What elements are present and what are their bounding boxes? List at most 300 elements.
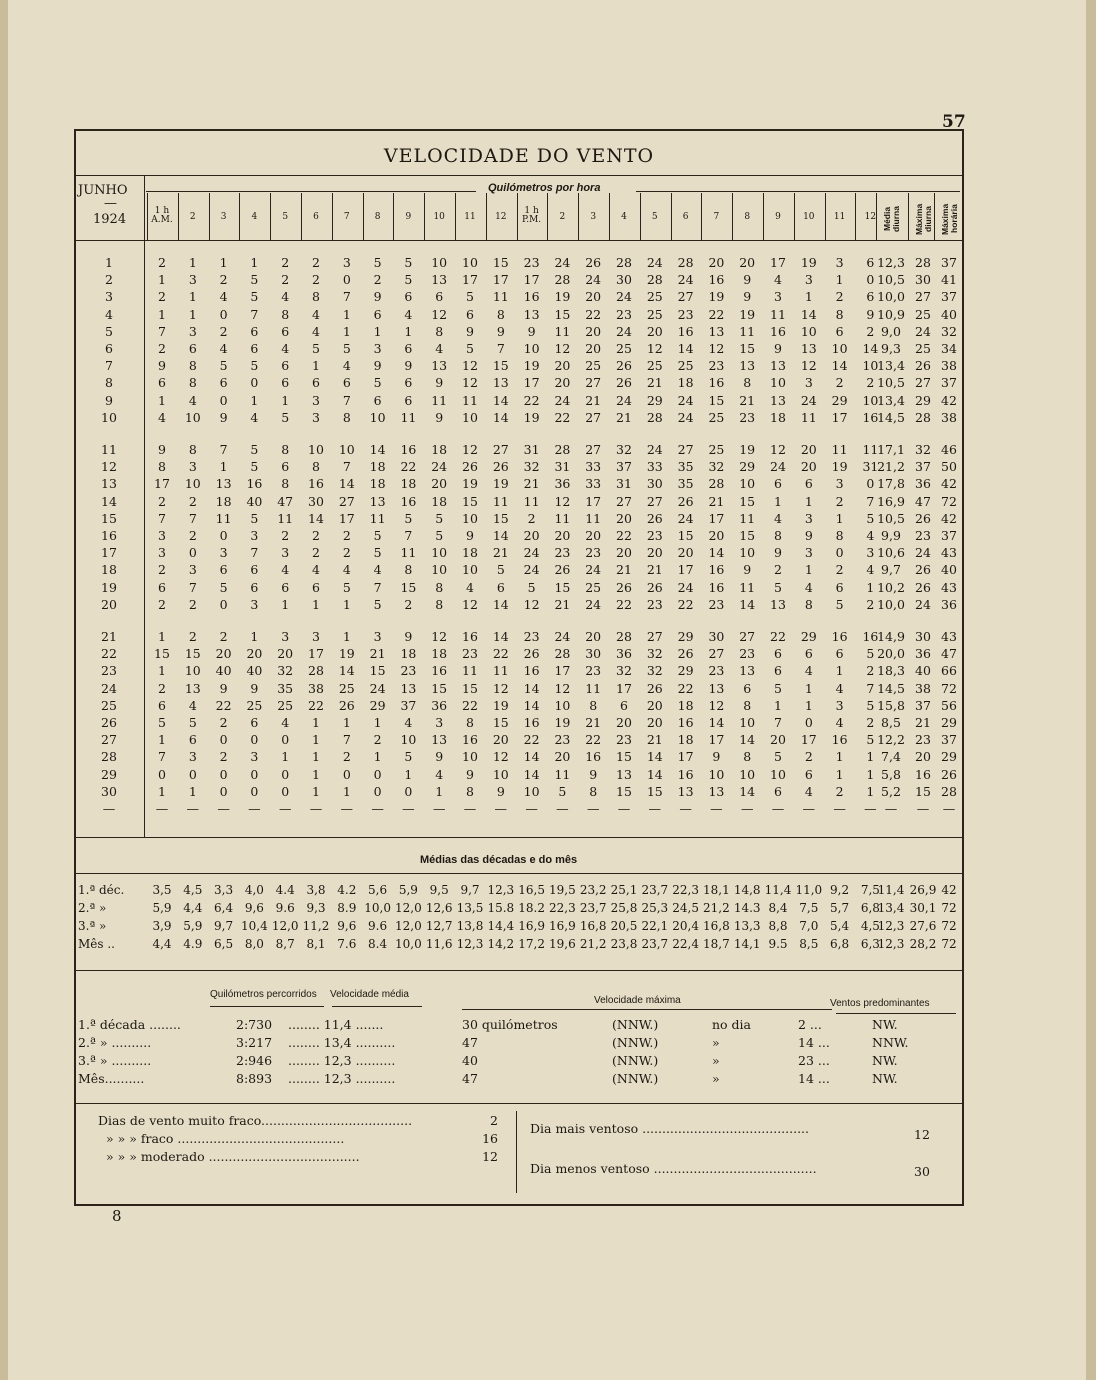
hourly-value: 4 bbox=[866, 528, 875, 543]
subtitle: Quilómetros por hora bbox=[488, 182, 601, 194]
summary-value: 47 bbox=[941, 646, 957, 662]
hourly-value: 1 bbox=[342, 306, 351, 322]
day-number: 17 bbox=[101, 545, 117, 561]
day-number: 26 bbox=[101, 715, 117, 730]
hourly-value: 6 bbox=[373, 306, 382, 322]
hourly-value: 2 bbox=[866, 375, 875, 391]
dash-mark: — bbox=[102, 801, 116, 816]
hourly-value: 19 bbox=[739, 306, 756, 322]
hourly-value: 9 bbox=[774, 341, 782, 356]
summary-header: Máxima horária bbox=[940, 203, 959, 235]
hourly-value: 0 bbox=[804, 715, 813, 730]
hourly-value: 3 bbox=[804, 510, 813, 526]
summary-value: 26 bbox=[915, 358, 931, 374]
hourly-value: 20 bbox=[492, 732, 509, 748]
day-number: 1 bbox=[105, 255, 113, 270]
hourly-value: 11 bbox=[554, 510, 571, 526]
mean-value: 6,8 bbox=[830, 937, 850, 951]
hourly-value: 1 bbox=[188, 783, 197, 799]
mean-value: 8,8 bbox=[768, 919, 788, 933]
hourly-value: 5 bbox=[435, 528, 444, 543]
hourly-value: 9 bbox=[527, 323, 536, 339]
hourly-value: 15 bbox=[616, 783, 632, 799]
day-number: 21 bbox=[101, 629, 117, 644]
hourly-value: 27 bbox=[677, 289, 694, 305]
dash-mark: — bbox=[771, 801, 785, 816]
hourly-value: 6 bbox=[404, 341, 413, 356]
hourly-value: 6 bbox=[281, 358, 290, 374]
summary-value: 20,0 bbox=[877, 646, 905, 662]
hourly-value: 26 bbox=[585, 255, 602, 270]
hourly-value: 14 bbox=[492, 629, 509, 644]
hourly-value: 9 bbox=[250, 680, 259, 696]
page-number: 57 bbox=[942, 112, 966, 132]
hourly-value: 16 bbox=[770, 323, 786, 339]
hourly-value: 9 bbox=[804, 528, 813, 543]
mean-value: 8,5 bbox=[799, 937, 819, 951]
hourly-value: 15 bbox=[677, 528, 694, 543]
hour-header: 11 bbox=[833, 212, 846, 222]
dash-mark: — bbox=[648, 801, 662, 816]
max-header: Velocidade máxima bbox=[594, 995, 681, 1006]
col-rule bbox=[701, 193, 702, 240]
dash-mark: — bbox=[494, 801, 508, 816]
hourly-value: 21 bbox=[369, 646, 386, 662]
hourly-value: 17 bbox=[523, 272, 540, 288]
hourly-value: 2 bbox=[342, 528, 351, 543]
hourly-value: 23 bbox=[739, 646, 756, 662]
hourly-value: 11 bbox=[554, 323, 571, 339]
hourly-value: 23 bbox=[708, 663, 725, 679]
hourly-value: 7 bbox=[342, 289, 351, 305]
hourly-value: 8 bbox=[496, 306, 505, 322]
mean-value: 18,1 bbox=[703, 883, 730, 897]
hour-header: 7 bbox=[343, 212, 350, 222]
hourly-value: 2 bbox=[866, 596, 875, 612]
col-rule bbox=[609, 193, 610, 240]
hourly-value: 28 bbox=[554, 646, 571, 662]
summary-value: 13,4 bbox=[877, 392, 905, 408]
month-label: JUNHO bbox=[78, 183, 128, 198]
hourly-value: 47 bbox=[277, 493, 294, 509]
hourly-value: 7 bbox=[250, 545, 259, 561]
col-rule bbox=[908, 193, 909, 240]
hourly-value: 3 bbox=[373, 341, 382, 356]
hourly-value: 31 bbox=[523, 442, 540, 457]
hourly-value: 28 bbox=[616, 255, 632, 270]
hourly-value: 9 bbox=[589, 766, 598, 782]
hourly-value: 28 bbox=[646, 272, 663, 288]
mean-value: 17,2 bbox=[518, 937, 545, 951]
hourly-value: 8 bbox=[589, 697, 598, 713]
rule bbox=[76, 873, 962, 874]
hourly-value: 10 bbox=[492, 766, 509, 782]
summary-value: 28 bbox=[941, 783, 957, 799]
hourly-value: 3 bbox=[774, 289, 782, 305]
lower-label: 3.ª » .......... bbox=[78, 1053, 152, 1068]
hourly-value: 11 bbox=[831, 442, 848, 457]
hourly-value: 22 bbox=[585, 732, 602, 748]
rule bbox=[332, 1006, 422, 1007]
hourly-value: 14 bbox=[492, 528, 509, 543]
hourly-value: 3 bbox=[866, 545, 875, 561]
hourly-value: 6 bbox=[404, 289, 413, 305]
hourly-value: 35 bbox=[277, 680, 294, 696]
hourly-value: 1 bbox=[312, 715, 320, 730]
hourly-value: 8 bbox=[188, 358, 197, 374]
hourly-value: 5 bbox=[404, 255, 413, 270]
hourly-value: 28 bbox=[554, 272, 571, 288]
hourly-value: 11 bbox=[739, 579, 756, 595]
mean-value: 18,7 bbox=[703, 937, 730, 951]
hourly-value: 1 bbox=[835, 766, 844, 782]
hourly-value: 10 bbox=[554, 697, 571, 713]
hourly-value: 12 bbox=[462, 358, 478, 374]
hourly-value: 2 bbox=[373, 272, 382, 288]
summary-value: 18,3 bbox=[877, 663, 905, 679]
hourly-value: 10 bbox=[184, 663, 201, 679]
hourly-value: 0 bbox=[342, 766, 351, 782]
hourly-value: 19 bbox=[523, 409, 540, 425]
hourly-value: 0 bbox=[250, 783, 259, 799]
summary-value: 37 bbox=[941, 528, 957, 543]
hourly-value: 19 bbox=[708, 289, 725, 305]
hourly-value: 24 bbox=[677, 392, 694, 408]
hourly-value: 16 bbox=[523, 663, 540, 679]
hourly-value: 8 bbox=[188, 375, 197, 391]
hourly-value: 23 bbox=[646, 528, 663, 543]
mean-summary-value: 72 bbox=[941, 937, 957, 951]
summary-value: 9,7 bbox=[881, 562, 901, 578]
hourly-value: 14 bbox=[338, 476, 355, 492]
hourly-value: 21 bbox=[708, 493, 725, 509]
hourly-value: 13 bbox=[431, 732, 448, 748]
hourly-value: 2 bbox=[188, 493, 197, 509]
hourly-value: 9 bbox=[866, 306, 875, 322]
hourly-value: 2 bbox=[158, 680, 166, 696]
mean-summary-value: 12,3 bbox=[877, 919, 905, 933]
hourly-value: 14 bbox=[862, 341, 879, 356]
summary-value: 26 bbox=[941, 766, 957, 782]
hourly-value: 6 bbox=[435, 289, 444, 305]
hourly-value: 10 bbox=[462, 510, 478, 526]
hourly-value: 3 bbox=[312, 629, 320, 644]
mean-value: 9,7 bbox=[214, 919, 234, 933]
rule bbox=[76, 1103, 962, 1104]
dash-mark: — bbox=[710, 801, 723, 816]
hourly-value: 1 bbox=[866, 766, 875, 782]
hourly-value: 5 bbox=[219, 579, 228, 595]
hourly-value: 21 bbox=[739, 392, 756, 408]
hourly-value: 8 bbox=[435, 323, 444, 339]
mean-value: 13,8 bbox=[456, 919, 484, 933]
hourly-value: 10 bbox=[739, 715, 756, 730]
hourly-value: 12 bbox=[523, 596, 540, 612]
col-rule bbox=[934, 193, 935, 240]
hourly-value: 25 bbox=[585, 579, 602, 595]
mean-value: 9,5 bbox=[429, 883, 449, 897]
hourly-value: 24 bbox=[646, 442, 663, 457]
mean-value: 9,2 bbox=[830, 883, 850, 897]
mean-value: 7,0 bbox=[799, 919, 819, 933]
hourly-value: 11 bbox=[215, 510, 232, 526]
summary-value: 56 bbox=[941, 697, 957, 713]
mean-value: 10,4 bbox=[241, 919, 268, 933]
summary-value: 10,5 bbox=[877, 510, 905, 526]
hourly-value: 25 bbox=[585, 358, 602, 374]
hourly-value: 7 bbox=[774, 715, 782, 730]
mean-value: 12,3 bbox=[487, 883, 515, 897]
lower-dir: (NNW.) bbox=[612, 1035, 659, 1050]
hourly-value: 28 bbox=[677, 255, 694, 270]
hourly-value: 19 bbox=[338, 646, 355, 662]
hourly-value: 10 bbox=[462, 749, 478, 765]
hourly-value: 20 bbox=[646, 545, 663, 561]
mean-value: 20,5 bbox=[610, 919, 638, 933]
hourly-value: 0 bbox=[219, 596, 228, 612]
hourly-value: 0 bbox=[219, 766, 228, 782]
mean-value: 16,8 bbox=[703, 919, 730, 933]
col-rule bbox=[486, 193, 487, 240]
days-value: 16 bbox=[482, 1131, 498, 1146]
hourly-value: 9 bbox=[743, 272, 752, 288]
hourly-value: 2 bbox=[158, 255, 166, 270]
hourly-value: 16 bbox=[708, 562, 725, 578]
hourly-value: 5 bbox=[466, 341, 474, 356]
day-number: 12 bbox=[101, 459, 117, 475]
lower-km: 3:217 bbox=[236, 1035, 273, 1050]
lower-pre: » bbox=[712, 1053, 720, 1068]
year-label: 1924 bbox=[93, 212, 127, 227]
summary-value: 14,5 bbox=[877, 409, 905, 425]
hourly-value: 6 bbox=[250, 579, 259, 595]
hourly-value: 25 bbox=[646, 358, 663, 374]
hourly-value: 1 bbox=[250, 629, 259, 644]
hourly-value: 28 bbox=[554, 442, 571, 457]
mean-value: 15.8 bbox=[487, 901, 515, 915]
hourly-value: 0 bbox=[219, 783, 228, 799]
hour-header: 5 bbox=[651, 212, 658, 222]
hourly-value: 2 bbox=[527, 510, 536, 526]
hourly-value: 20 bbox=[708, 255, 725, 270]
lower-wind: NNW. bbox=[872, 1035, 909, 1050]
hourly-value: 2 bbox=[835, 289, 844, 305]
dash-mark: — bbox=[617, 801, 631, 816]
hourly-value: 14 bbox=[308, 510, 324, 526]
summary-value: 25 bbox=[915, 306, 931, 322]
day-number: 5 bbox=[105, 323, 113, 339]
hourly-value: 4 bbox=[219, 341, 228, 356]
hourly-value: 13 bbox=[400, 680, 417, 696]
hourly-value: 17 bbox=[800, 732, 817, 748]
hourly-value: 18 bbox=[677, 732, 694, 748]
hourly-value: 3 bbox=[835, 476, 844, 492]
hourly-value: 3 bbox=[312, 409, 320, 425]
dash-mark: — bbox=[340, 801, 354, 816]
hourly-value: 5 bbox=[866, 697, 875, 713]
col-rule bbox=[547, 193, 548, 240]
hourly-value: 19 bbox=[492, 476, 509, 492]
hourly-value: 6 bbox=[342, 375, 351, 391]
summary-value: 29 bbox=[941, 715, 957, 730]
hourly-value: 9 bbox=[466, 766, 474, 782]
mean-value: 9,6 bbox=[337, 919, 357, 933]
hourly-value: 29 bbox=[369, 697, 386, 713]
hourly-value: 18 bbox=[431, 646, 448, 662]
hour-header: 2 bbox=[559, 212, 566, 222]
hourly-value: 32 bbox=[616, 663, 632, 679]
mean-value: 4.4 bbox=[275, 883, 295, 897]
dash-mark: — bbox=[371, 801, 384, 816]
hourly-value: 1 bbox=[219, 459, 228, 475]
hourly-value: 23 bbox=[646, 596, 663, 612]
hourly-value: 22 bbox=[585, 306, 602, 322]
rule bbox=[76, 175, 962, 176]
hourly-value: 22 bbox=[677, 680, 694, 696]
hourly-value: 6 bbox=[158, 375, 166, 391]
hourly-value: 5 bbox=[404, 510, 413, 526]
hourly-value: 6 bbox=[312, 579, 320, 595]
hourly-value: 29 bbox=[677, 663, 694, 679]
hourly-value: 17 bbox=[462, 272, 478, 288]
summary-value: 29 bbox=[941, 749, 957, 765]
hourly-value: 1 bbox=[804, 562, 813, 578]
hourly-value: 14 bbox=[739, 783, 756, 799]
day-number: 25 bbox=[101, 697, 117, 713]
hourly-value: 7 bbox=[866, 493, 875, 509]
hourly-value: 16 bbox=[677, 323, 694, 339]
hourly-value: 9 bbox=[435, 375, 444, 391]
hourly-value: 14 bbox=[523, 680, 540, 696]
summary-value: 30 bbox=[915, 629, 931, 644]
mean-value: 11,6 bbox=[425, 937, 453, 951]
hourly-value: 1 bbox=[188, 306, 197, 322]
summary-value: 12,2 bbox=[877, 732, 905, 748]
hourly-value: 8 bbox=[281, 476, 290, 492]
hourly-value: 5 bbox=[250, 272, 259, 288]
hourly-value: 4 bbox=[188, 697, 197, 713]
day-number: 6 bbox=[105, 341, 113, 356]
hourly-value: 36 bbox=[616, 646, 632, 662]
hourly-value: 0 bbox=[373, 783, 382, 799]
mean-value: 4.2 bbox=[337, 883, 357, 897]
hourly-value: 20 bbox=[616, 510, 632, 526]
hourly-value: 21 bbox=[616, 409, 632, 425]
mean-value: 8.9 bbox=[337, 901, 357, 915]
hourly-value: 0 bbox=[188, 766, 197, 782]
dash-mark: — bbox=[740, 801, 754, 816]
hourly-value: 1 bbox=[404, 323, 413, 339]
dash-mark: — bbox=[186, 801, 200, 816]
mean-value: 21,2 bbox=[703, 901, 730, 915]
hourly-value: 8 bbox=[835, 306, 844, 322]
hourly-value: 16 bbox=[831, 732, 848, 748]
hour-header: 10 bbox=[803, 212, 815, 222]
hourly-value: 17 bbox=[677, 562, 694, 578]
hourly-value: 1 bbox=[804, 680, 813, 696]
mean-value: 8,4 bbox=[768, 901, 788, 915]
hourly-value: 5 bbox=[404, 749, 413, 765]
hourly-value: 16 bbox=[523, 289, 540, 305]
mean-value: 16,5 bbox=[518, 883, 545, 897]
mean-value: 23,7 bbox=[641, 937, 669, 951]
dash-mark: — bbox=[309, 801, 323, 816]
hourly-value: 13 bbox=[770, 358, 786, 374]
hourly-value: 27 bbox=[492, 442, 509, 457]
hourly-value: 5 bbox=[774, 749, 782, 765]
hourly-value: 11 bbox=[400, 409, 417, 425]
hourly-value: 8 bbox=[158, 459, 166, 475]
col-rule bbox=[144, 175, 145, 837]
hourly-value: 31 bbox=[554, 459, 571, 475]
dash-mark: — bbox=[833, 801, 846, 816]
hourly-value: 24 bbox=[677, 272, 694, 288]
hour-header: 1 h A.M. bbox=[151, 206, 173, 225]
hourly-value: 24 bbox=[616, 289, 632, 305]
mean-summary-value: 28,2 bbox=[909, 937, 937, 951]
hourly-value: 27 bbox=[585, 442, 602, 457]
mean-value: 9,3 bbox=[306, 901, 326, 915]
mean-value: 19,6 bbox=[549, 937, 576, 951]
hourly-value: 32 bbox=[523, 459, 540, 475]
hourly-value: 8 bbox=[281, 306, 290, 322]
col-rule bbox=[301, 193, 302, 240]
hourly-value: 0 bbox=[281, 783, 290, 799]
hourly-value: 11 bbox=[462, 663, 478, 679]
mean-value: 12,0 bbox=[395, 901, 422, 915]
summary-value: 38 bbox=[941, 358, 957, 374]
hourly-value: 26 bbox=[677, 493, 694, 509]
hourly-value: 1 bbox=[342, 629, 351, 644]
hourly-value: 13 bbox=[616, 766, 632, 782]
decade-label: 3.ª » bbox=[78, 919, 107, 933]
summary-value: 10,2 bbox=[877, 579, 905, 595]
day-number: 8 bbox=[105, 375, 113, 391]
hourly-value: 0 bbox=[188, 545, 197, 561]
hourly-value: 13 bbox=[708, 783, 725, 799]
hourly-value: 13 bbox=[770, 392, 786, 408]
summary-value: 40 bbox=[915, 663, 931, 679]
hour-header: 9 bbox=[775, 212, 781, 222]
hourly-value: 20 bbox=[646, 323, 663, 339]
hourly-value: 0 bbox=[250, 375, 259, 391]
col-rule bbox=[363, 193, 364, 240]
hourly-value: 32 bbox=[646, 646, 663, 662]
hourly-value: 2 bbox=[281, 255, 290, 270]
hourly-value: 23 bbox=[739, 409, 756, 425]
summary-value: 10,0 bbox=[877, 289, 905, 305]
hourly-value: 4 bbox=[435, 341, 444, 356]
hourly-value: 8 bbox=[804, 596, 813, 612]
hourly-value: 20 bbox=[585, 629, 602, 644]
hourly-value: 1 bbox=[373, 715, 382, 730]
hourly-value: 10 bbox=[462, 255, 478, 270]
summary-value: 26 bbox=[915, 510, 931, 526]
hourly-value: 5 bbox=[373, 528, 382, 543]
hourly-value: 22 bbox=[770, 629, 786, 644]
hourly-value: 2 bbox=[342, 545, 351, 561]
hourly-value: 2 bbox=[158, 493, 166, 509]
hourly-value: 8 bbox=[435, 596, 444, 612]
hourly-value: 28 bbox=[708, 476, 725, 492]
mean-value: 5,9 bbox=[152, 901, 172, 915]
mean-value: 20,4 bbox=[672, 919, 699, 933]
hour-header: 2 bbox=[189, 212, 196, 222]
hourly-value: 18 bbox=[770, 409, 786, 425]
lower-wind: NW. bbox=[872, 1017, 898, 1032]
summary-value: 15 bbox=[915, 783, 931, 799]
hourly-value: 6 bbox=[835, 323, 844, 339]
